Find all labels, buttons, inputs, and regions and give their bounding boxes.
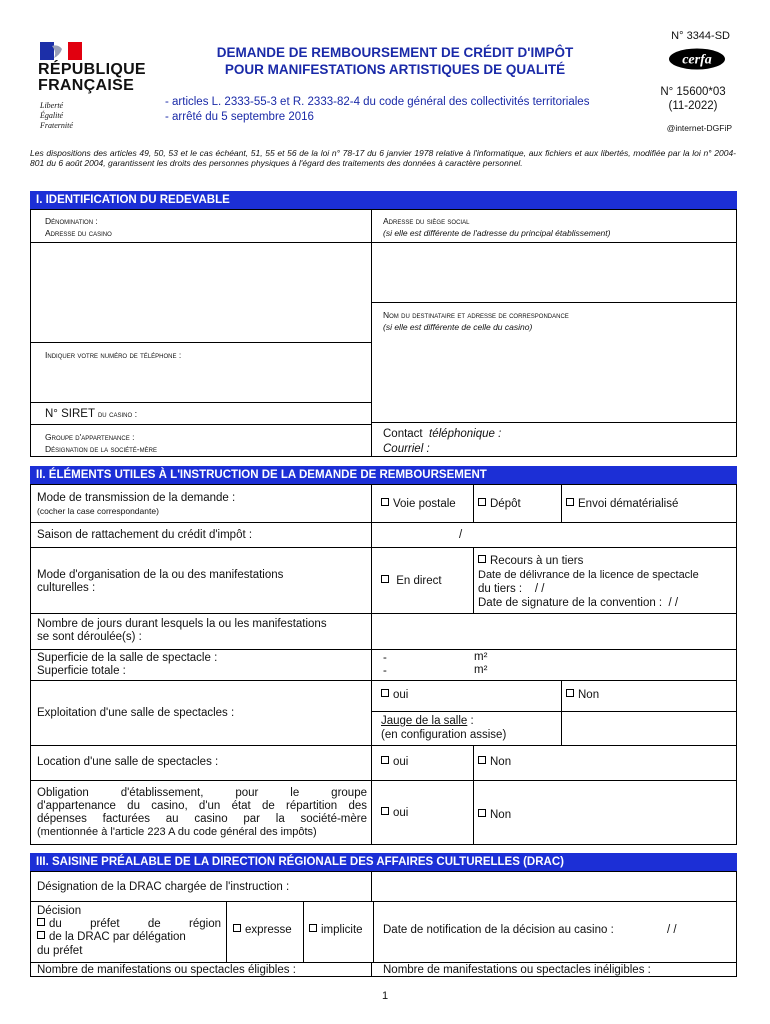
express-checkbox[interactable] [233,924,241,932]
contact-phone-label: Contact téléphonique : [383,428,502,440]
capacity-note: (en configuration assise) [381,729,507,741]
convention-date-label: Date de signature de la convention : / / [478,597,679,609]
hall-rental-no-checkbox[interactable] [478,756,486,764]
republic-logo-text: RÉPUBLIQUE FRANÇAISE [38,61,146,94]
group-label: Groupe d'appartenance : [45,432,135,442]
obligation-label-3: dépenses facturées au casino par la société-mère [37,813,367,825]
express-option[interactable]: expresse [233,924,292,937]
hall-area-dash: - [383,652,387,664]
electronic-checkbox[interactable] [566,498,574,506]
casino-address-label: Adresse du casino [45,228,112,238]
hall-operation-no[interactable]: Non [566,689,599,702]
third-party-checkbox[interactable] [478,555,486,563]
convention-date-field[interactable]: / / [668,597,679,609]
obligation-yes[interactable]: oui [381,807,408,820]
recipient-label: Nom du destinataire et adresse de correspondance [383,310,569,320]
implicit-option[interactable]: implicite [309,924,363,937]
form-number: N° 3344-SD [671,30,730,42]
section-1-table [30,209,737,457]
phone-field[interactable] [32,362,370,401]
form-title: DEMANDE DE REMBOURSEMENT DE CRÉDIT D'IMPÔT POUR MANIFESTATIONS ARTISTIQUES DE QUALITÉ [216,45,574,77]
obligation-no[interactable]: Non [478,809,511,822]
transmission-mode-label: Mode de transmission de la demande : [37,492,236,504]
decision-label: Décision [37,905,82,917]
notification-date-field[interactable]: / / [667,924,677,936]
notification-date-label: Date de notification de la décision au casino : [383,924,614,936]
casino-address-field[interactable] [32,244,370,341]
head-office-address-field[interactable] [373,244,736,301]
drac-designation-field[interactable] [373,873,736,900]
privacy-notice: Les dispositions des articles 49, 50, 53 et le cas échéant, 51, 55 et 56 de la loi n° 78-17 du 6 janvier 1978 relative à l'informatique, aux fichiers et aux libertés, modifiée par la loi n° 2004-801 du 6 août 2004, garantissent les droits des personnes physiques à l'égard des traitements des données à caractère personnel. [30,148,736,168]
hall-rental-yes[interactable]: oui [381,756,408,769]
total-area-unit: m² [474,664,488,676]
siret-label: N° SIRET du casino : [45,408,138,420]
hall-area-unit: m² [474,651,488,663]
hall-operation-yes[interactable]: oui [381,689,408,702]
section-3-table [30,871,737,977]
hall-rental-no[interactable]: Non [478,756,511,769]
recipient-address-field[interactable] [373,334,736,421]
hall-rental-yes-checkbox[interactable] [381,756,389,764]
postal-option[interactable]: Voie postale [381,498,456,511]
drac-delegation-checkbox[interactable] [37,931,45,939]
section-2-header: II. ÉLÉMENTS UTILES À L'INSTRUCTION DE LA DEMANDE DE REMBOURSEMENT [30,466,737,484]
obligation-yes-checkbox[interactable] [381,807,389,815]
section-1-header: I. IDENTIFICATION DU REDEVABLE [30,191,737,209]
obligation-label-1: Obligation d'établissement, pour le groupe [37,787,367,799]
republic-motto: Liberté Égalité Fraternité [40,101,73,130]
obligation-label-2: d'appartenance du casino, d'un état de répartition des [37,800,367,812]
ineligible-count-label: Nombre de manifestations ou spectacles inéligibles : [383,964,651,976]
licence-date-label: Date de délivrance de la licence de spectacle [478,569,699,581]
drac-delegation-option[interactable]: de la DRAC par délégation [37,931,186,944]
hall-rental-label: Location d'une salle de spectacles : [37,756,219,768]
prefect-checkbox[interactable] [37,918,45,926]
page-number: 1 [381,990,389,1002]
hall-operation-label: Exploitation d'une salle de spectacles : [37,707,235,719]
phone-label: Indiquer votre numéro de téléphone : [45,350,182,360]
section-3-header: III. SAISINE PRÉALABLE DE LA DIRECTION RÉGIONALE DES AFFAIRES CULTURELLES (DRAC) [30,853,737,871]
parent-company-label: Désignation de la société-mère [45,444,157,454]
hall-operation-no-checkbox[interactable] [566,689,574,697]
dgfip-mark: @internet-DGFiP [666,123,732,133]
hall-area-label: Superficie de la salle de spectacle : [37,652,218,664]
total-area-dash: - [383,665,387,677]
marianne-flag-logo [40,42,82,60]
transmission-mode-note: (cocher la case correspondante) [37,506,159,516]
registration-number: N° 15600*03 (11-2022) [660,86,726,112]
head-office-address-label: Adresse du siège social [383,216,470,226]
cerfa-logo [668,48,726,70]
email-label: Courriel : [383,443,430,455]
hall-operation-yes-checkbox[interactable] [381,689,389,697]
drac-designation-label: Désignation de la DRAC chargée de l'instruction : [37,881,290,893]
legal-references: - articles L. 2333-55-3 et R. 2333-82-4 du code général des collectivités territoriales - arrêté du 5 septembre 2016 [165,96,590,123]
direct-option[interactable]: En direct [381,575,442,588]
recipient-note: (si elle est différente de celle du casino) [383,322,533,332]
section-2-table [30,484,737,845]
prefect-option[interactable]: du préfet de région [37,918,221,931]
licence-date-field[interactable]: / / [534,583,545,595]
obligation-no-checkbox[interactable] [478,809,486,817]
implicit-checkbox[interactable] [309,924,317,932]
denomination-label: Dénomination : [45,216,98,226]
season-label: Saison de rattachement du crédit d'impôt : [37,529,253,541]
deposit-checkbox[interactable] [478,498,486,506]
deposit-option[interactable]: Dépôt [478,498,521,511]
licence-date-label-2: du tiers : / / [478,583,545,595]
third-party-option[interactable]: Recours à un tiers [478,555,583,568]
organisation-mode-label: Mode d'organisation de la ou des manifestations culturelles : [37,569,284,594]
obligation-label-4: (mentionnée à l'article 223 A du code général des impôts) [37,826,317,838]
postal-checkbox[interactable] [381,498,389,506]
days-count-field[interactable] [373,615,736,648]
cerfa-logo-text: cerfa [682,52,712,68]
prefect-line: du préfet [37,945,83,957]
capacity-label: Jauge de la salle : [381,715,474,727]
eligible-count-label: Nombre de manifestations ou spectacles éligibles : [37,964,296,976]
days-count-label: Nombre de jours durant lesquels la ou les manifestations se sont déroulée(s) : [37,618,327,643]
electronic-option[interactable]: Envoi dématérialisé [566,498,678,511]
season-separator: / [459,529,463,541]
direct-checkbox[interactable] [381,575,389,583]
head-office-address-note: (si elle est différente de l'adresse du principal établissement) [383,228,611,238]
total-area-label: Superficie totale : [37,665,126,677]
